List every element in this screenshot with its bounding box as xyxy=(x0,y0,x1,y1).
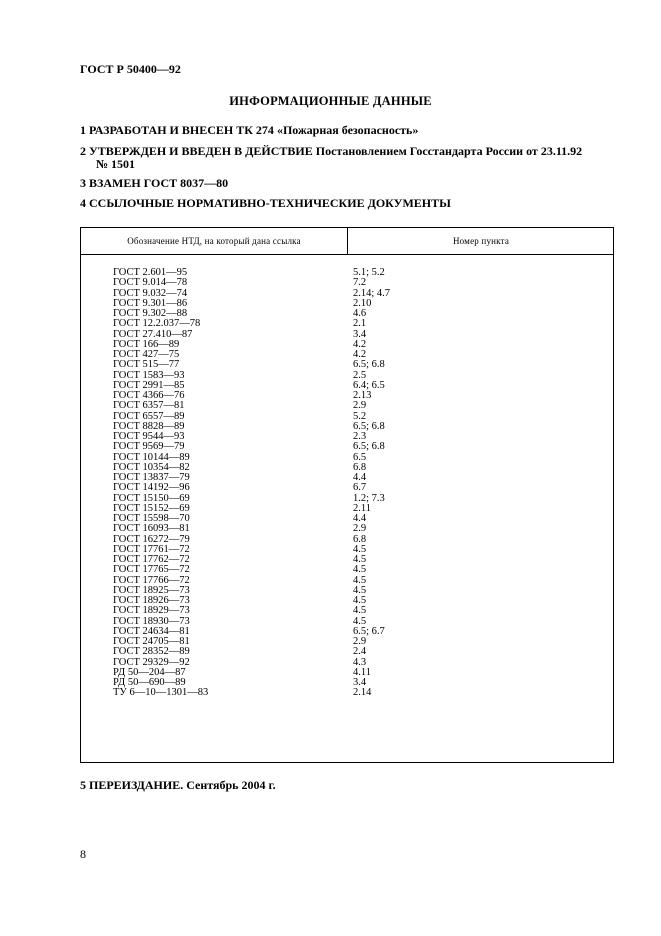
document-designation: ГОСТ 9.032—74 xyxy=(113,287,188,299)
info-item-4 xyxy=(80,197,615,210)
table-row xyxy=(81,442,613,452)
clause-number: 4.4 xyxy=(353,472,367,483)
clause-number: 4.5 xyxy=(353,564,367,576)
item-text-continuation: № 1501 xyxy=(96,157,136,171)
info-item-1 xyxy=(80,124,615,137)
clause-number: 6.8 xyxy=(353,533,367,545)
clause-number: 4.2 xyxy=(353,349,367,360)
clause-number: 2.5 xyxy=(353,369,367,381)
document-designation: ГОСТ 10144—89 xyxy=(113,451,190,463)
table-header xyxy=(81,228,613,255)
clause-number: 3.4 xyxy=(353,677,367,688)
info-item-3 xyxy=(80,177,615,190)
document-designation: РД 50—204—87 xyxy=(113,666,186,678)
item-text: «Пожарная безопасность» xyxy=(276,123,419,137)
document-designation: ГОСТ 9.014—78 xyxy=(113,277,188,289)
document-designation: ГОСТ 6557—89 xyxy=(113,410,185,422)
column-header-clause: Номер пункта xyxy=(452,236,510,246)
document-designation: ГОСТ 8828—89 xyxy=(113,420,185,432)
item-heading: ВЗАМЕН ГОСТ 8037—80 xyxy=(89,176,229,190)
clause-number: 4.5 xyxy=(353,574,367,586)
clause-number: 2.14; 4.7 xyxy=(353,287,391,299)
document-designation: ГОСТ 13837—79 xyxy=(113,472,190,483)
table-row xyxy=(81,524,613,534)
document-designation: ГОСТ 27.410—87 xyxy=(113,328,193,340)
document-designation: ГОСТ 24634—81 xyxy=(113,625,190,637)
clause-number: 2.9 xyxy=(353,636,367,647)
clause-number: 3.4 xyxy=(353,328,367,340)
table-row xyxy=(81,647,613,657)
document-designation: ТУ 6—10—1301—83 xyxy=(113,687,209,699)
document-designation: ГОСТ 17761—72 xyxy=(113,543,190,555)
clause-number: 4.3 xyxy=(353,656,367,668)
document-designation: РД 50—690—89 xyxy=(113,677,186,688)
item-heading: УТВЕРЖДЕН И ВВЕДЕН В ДЕЙСТВИЕ xyxy=(89,144,313,158)
clause-number: 2.10 xyxy=(353,297,372,309)
document-designation: ГОСТ 12.2.037—78 xyxy=(113,318,201,330)
item-number: 1 xyxy=(80,123,86,137)
document-designation: ГОСТ 166—89 xyxy=(113,338,180,350)
clause-number: 6.5; 6.8 xyxy=(353,441,385,453)
clause-number: 2.9 xyxy=(353,400,367,412)
document-designation: ГОСТ 9.301—86 xyxy=(113,297,188,309)
item-number: 2 xyxy=(80,144,86,158)
clause-number: 4.5 xyxy=(353,554,367,565)
clause-number: 2.11 xyxy=(353,502,371,514)
table-body xyxy=(81,268,613,699)
document-designation: ГОСТ 17762—72 xyxy=(113,554,190,565)
item-heading: РАЗРАБОТАН И ВНЕСЕН ТК 274 xyxy=(89,123,274,137)
document-designation: ГОСТ 15152—69 xyxy=(113,502,190,514)
clause-number: 4.2 xyxy=(353,338,367,350)
column-header-document: Обозначение НТД, на который дана ссылка xyxy=(127,236,301,246)
document-designation: ГОСТ 17765—72 xyxy=(113,564,190,576)
document-designation: ГОСТ 29329—92 xyxy=(113,656,190,668)
clause-number: 5.2 xyxy=(353,410,367,422)
clause-number: 2.1 xyxy=(353,318,367,330)
clause-number: 2.14 xyxy=(353,687,372,699)
clause-number: 6.5; 6.7 xyxy=(353,625,385,637)
document-designation: ГОСТ 14192—96 xyxy=(113,482,190,494)
clause-number: 6.7 xyxy=(353,482,367,494)
clause-number: 6.4; 6.5 xyxy=(353,379,385,391)
clause-number: 2.13 xyxy=(353,390,372,401)
document-designation: ГОСТ 9569—79 xyxy=(113,441,185,453)
document-designation: ГОСТ 17766—72 xyxy=(113,574,190,586)
document-designation: ГОСТ 427—75 xyxy=(113,349,180,360)
clause-number: 4.5 xyxy=(353,605,367,617)
table-row xyxy=(81,606,613,616)
item-number: 5 xyxy=(80,778,86,792)
clause-number: 4.6 xyxy=(353,308,367,319)
document-designation: ГОСТ 9544—93 xyxy=(113,431,185,442)
info-item-5 xyxy=(80,778,276,793)
table-row xyxy=(81,360,613,370)
clause-number: 4.5 xyxy=(353,615,367,627)
clause-number: 4.5 xyxy=(353,595,367,606)
document-designation: ГОСТ 10354—82 xyxy=(113,461,190,473)
document-designation: ГОСТ 18929—73 xyxy=(113,605,190,617)
document-designation: ГОСТ 2.601—95 xyxy=(113,267,188,278)
document-designation: ГОСТ 16093—81 xyxy=(113,523,190,535)
clause-number: 4.4 xyxy=(353,513,367,524)
page-title: ИНФОРМАЦИОННЫЕ ДАННЫЕ xyxy=(229,94,432,108)
clause-number: 2.9 xyxy=(353,523,367,535)
item-text: Постановлением Госстандарта России от 23.11.92 xyxy=(315,144,583,158)
document-designation: ГОСТ 15598—70 xyxy=(113,513,190,524)
reference-documents-table xyxy=(80,227,614,763)
table-row xyxy=(81,483,613,493)
document-designation: ГОСТ 16272—79 xyxy=(113,533,190,545)
table-row xyxy=(81,565,613,575)
document-designation: ГОСТ 515—77 xyxy=(113,359,180,371)
document-designation: ГОСТ 6357—81 xyxy=(113,400,185,412)
document-designation: ГОСТ 4366—76 xyxy=(113,390,185,401)
document-code-header: ГОСТ Р 50400—92 xyxy=(80,62,181,76)
clause-number: 2.3 xyxy=(353,431,367,442)
clause-number: 5.1; 5.2 xyxy=(353,267,385,278)
clause-number: 6.5; 6.8 xyxy=(353,359,385,371)
document-designation: ГОСТ 18930—73 xyxy=(113,615,190,627)
item-number: 3 xyxy=(80,176,86,190)
clause-number: 1.2; 7.3 xyxy=(353,492,385,504)
document-designation: ГОСТ 18926—73 xyxy=(113,595,190,606)
item-number: 4 xyxy=(80,196,86,210)
info-item-2 xyxy=(80,145,615,171)
document-designation: ГОСТ 9.302—88 xyxy=(113,308,188,319)
document-designation: ГОСТ 24705—81 xyxy=(113,636,190,647)
document-designation: ГОСТ 18925—73 xyxy=(113,584,190,596)
document-designation: ГОСТ 15150—69 xyxy=(113,492,190,504)
table-row xyxy=(81,401,613,411)
table-row xyxy=(81,319,613,329)
document-designation: ГОСТ 1583—93 xyxy=(113,369,185,381)
table-row xyxy=(81,278,613,288)
document-designation: ГОСТ 28352—89 xyxy=(113,646,190,658)
clause-number: 4.5 xyxy=(353,584,367,596)
clause-number: 6.5 xyxy=(353,451,367,463)
clause-number: 2.4 xyxy=(353,646,367,658)
clause-number: 4.5 xyxy=(353,543,367,555)
table-row xyxy=(81,688,613,698)
clause-number: 4.11 xyxy=(353,666,371,678)
page-number: 8 xyxy=(80,847,86,861)
document-designation: ГОСТ 2991—85 xyxy=(113,379,185,391)
item-heading: ПЕРЕИЗДАНИЕ. Сентябрь 2004 г. xyxy=(89,778,276,792)
item-heading: ССЫЛОЧНЫЕ НОРМАТИВНО-ТЕХНИЧЕСКИЕ ДОКУМЕНТЫ xyxy=(89,196,451,210)
clause-number: 6.8 xyxy=(353,461,367,473)
clause-number: 6.5; 6.8 xyxy=(353,420,385,432)
clause-number: 7.2 xyxy=(353,277,367,289)
